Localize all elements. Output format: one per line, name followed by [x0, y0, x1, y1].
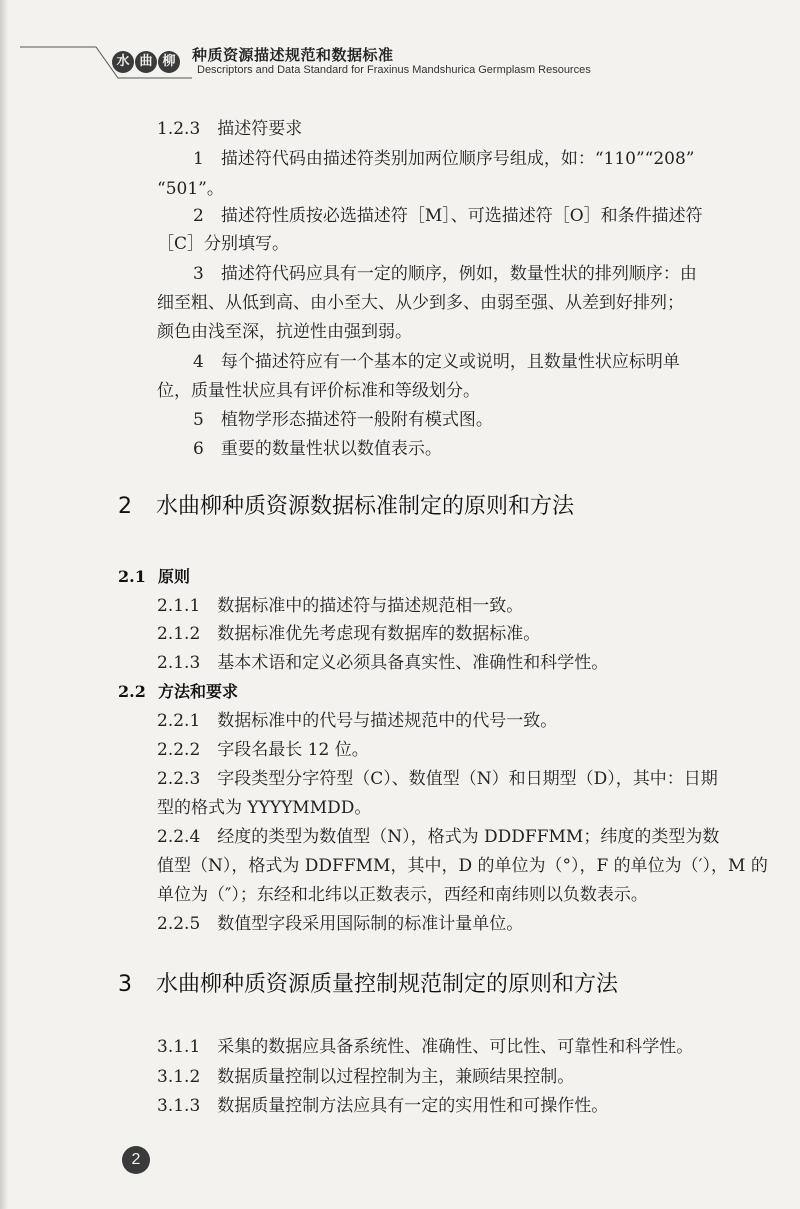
paragraph-line: 6 重要的数量性状以数值表示。: [193, 439, 442, 459]
paragraph-line: 4 每个描述符应有一个基本的定义或说明，且数量性状应标明单: [193, 352, 680, 372]
paragraph-line: 1 描述符代码由描述符类别加两位顺序号组成，如：“110”“208”: [193, 149, 695, 169]
page-number: 2: [122, 1146, 150, 1174]
paragraph-line: 型的格式为 YYYYMMDD。: [157, 798, 372, 818]
chapter-heading: [118, 492, 574, 522]
paragraph-line: 值型（N），格式为 DDFFMM，其中，D 的单位为（°），F 的单位为（′），M 的: [157, 856, 768, 876]
paragraph-line: 位，质量性状应具有评价标准和等级划分。: [157, 381, 480, 401]
section-heading: [118, 681, 238, 703]
chapter-title: 水曲柳种质资源数据标准制定的原则和方法: [156, 494, 575, 519]
series-char: 曲: [135, 51, 157, 73]
series-badge: [112, 49, 181, 75]
running-header: [0, 0, 800, 100]
paragraph-line: “501”。: [157, 179, 224, 199]
series-char: 水: [112, 51, 134, 73]
chapter-heading: [118, 970, 618, 1000]
list-item: 2.1.3 基本术语和定义必须具备真实性、准确性和科学性。: [157, 653, 609, 673]
list-item: 3.1.1 采集的数据应具备系统性、准确性、可比性、可靠性和科学性。: [157, 1037, 694, 1057]
chapter-title: 水曲柳种质资源质量控制规范制定的原则和方法: [156, 972, 619, 997]
paragraph-line: 3 描述符代码应具有一定的顺序，例如，数量性状的排列顺序：由: [193, 264, 697, 284]
paragraph-line: 2 描述符性质按必选描述符［M］、可选描述符［O］和条件描述符: [193, 206, 703, 226]
paragraph-line: 颜色由浅至深，抗逆性由强到弱。: [157, 322, 412, 342]
paragraph-line: 细至粗、从低到高、由小至大、从少到多、由弱至强、从差到好排列；: [157, 293, 684, 313]
section-title: 原则: [158, 567, 191, 586]
paragraph-line: 2.2.2 字段名最长 12 位。: [157, 740, 369, 760]
section-number: 2.1: [118, 567, 146, 586]
chapter-number: 2: [118, 494, 132, 519]
list-item: 2.1.2 数据标准优先考虑现有数据库的数据标准。: [157, 624, 541, 644]
section-heading: [118, 566, 190, 588]
chapter-number: 3: [118, 972, 132, 997]
header-title-en: Descriptors and Data Standard for Fraxinus Mandshurica Germplasm Resources: [197, 64, 591, 76]
paragraph-line: 2.2.1 数据标准中的代号与描述规范中的代号一致。: [157, 711, 558, 731]
list-item: 2.1.1 数据标准中的描述符与描述规范相一致。: [157, 596, 524, 616]
paragraph-line: ［C］分别填写。: [157, 234, 290, 254]
section-number: 2.2: [118, 682, 146, 701]
paragraph-line: 单位为（″）；东经和北纬以正数表示，西经和南纬则以负数表示。: [157, 885, 648, 905]
header-title-cn: 种质资源描述规范和数据标准: [192, 46, 394, 64]
paragraph-line: 2.2.3 字段类型分字符型（C）、数值型（N）和日期型（D），其中：日期: [157, 769, 718, 789]
series-char: 柳: [158, 51, 180, 73]
list-item: 3.1.2 数据质量控制以过程控制为主，兼顾结果控制。: [157, 1067, 575, 1087]
paragraph-line: 2.2.5 数值型字段采用国际制的标准计量单位。: [157, 914, 524, 934]
paragraph-line: 2.2.4 经度的类型为数值型（N），格式为 DDDFFMM；纬度的类型为数: [157, 827, 720, 847]
list-item: 3.1.3 数据质量控制方法应具有一定的实用性和可操作性。: [157, 1096, 609, 1116]
section-title: 方法和要求: [158, 682, 239, 701]
subsection-heading: 1.2.3 描述符要求: [157, 119, 303, 139]
page-binding-edge: [0, 0, 8, 1209]
paragraph-line: 5 植物学形态描述符一般附有模式图。: [193, 410, 493, 430]
